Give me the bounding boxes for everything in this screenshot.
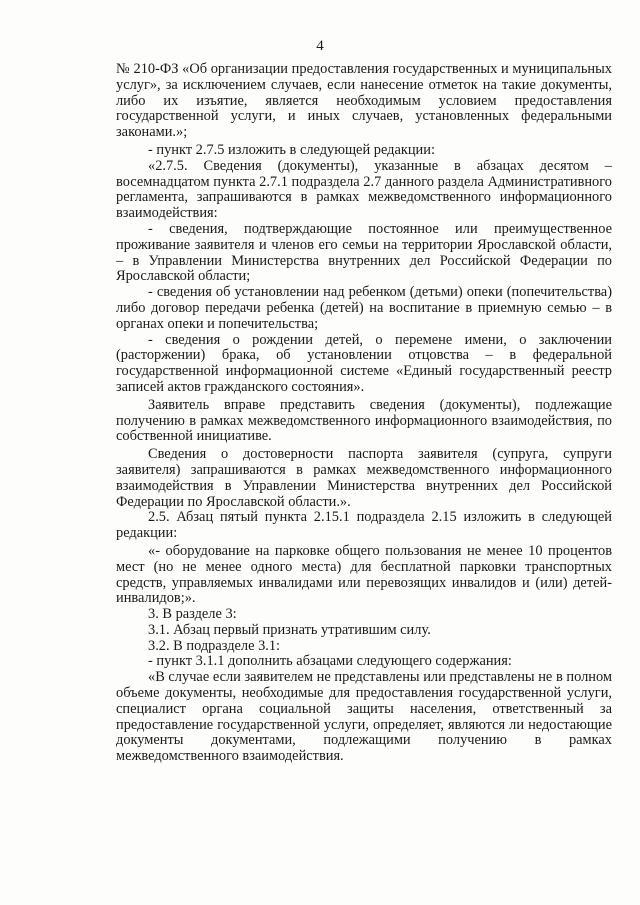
paragraph-item-3-1-1: - пункт 3.1.1 дополнить абзацами следующего содержания: <box>148 653 512 670</box>
page-number: 4 <box>316 38 324 54</box>
paragraph-applicant-right: Заявитель вправе представить сведения (документы), подлежащие получению в рамках межведомственного информационного взаимодействия, по собственной инициативе. <box>116 396 612 445</box>
paragraph-civil-registry-info: - сведения о рождении детей, о перемене имени, о заключении (расторжении) брака, об установлении отцовства – в федеральной государственной информационной системе «Единый государственный реестр записей актов гражданского состояния». <box>116 331 612 395</box>
document-body <box>116 62 612 765</box>
paragraph-item-3-1: 3.1. Абзац первый признать утратившим силу. <box>148 621 431 638</box>
paragraph-item-2-7-5-intro: - пункт 2.7.5 изложить в следующей редакции: <box>148 141 435 158</box>
paragraph-law-reference: № 210-ФЗ «Об организации предоставления государственных и муниципальных услуг», за исключением случаев, если нанесение отметок на такие документы, либо их изъятие, является необходимым условием предоставления государственной услуги, и иных случаев, установленных федеральными законами.»; <box>116 61 612 141</box>
paragraph-item-2-5: 2.5. Абзац пятый пункта 2.15.1 подраздела 2.15 изложить в следующей редакции: <box>116 509 612 542</box>
paragraph-guardianship-info: - сведения об установлении над ребенком (детьми) опеки (попечительства) либо договор передачи ребенка (детей) на воспитание в приемную семью – в органах опеки и попечительства; <box>116 284 612 332</box>
paragraph-passport-validity: Сведения о достоверности паспорта заявителя (супруга, супруги заявителя) запрашиваются в рамках межведомственного информационного взаимодействия в Управлении Министерства внутренних дел Российской Федерации по Ярославской области.». <box>116 446 612 510</box>
paragraph-residence-info: - сведения, подтверждающие постоянное или преимущественное проживание заявителя и членов его семьи на территории Ярославской области, – в Управлении Министерства внутренних дел Российской Федерации по Ярославской области; <box>116 220 612 285</box>
paragraph-item-2-7-5: «2.7.5. Сведения (документы), указанные в абзацах десятом – восемнадцатом пункта 2.7.1 подраздела 2.7 данного раздела Административного регламента, запрашиваются в рамках межведомственного информационного взаимодействия: <box>116 157 612 222</box>
paragraph-parking: «- оборудование на парковке общего пользования не менее 10 процентов мест (но не менее одного места) для бесплатной парковки транспортных средств, управляемых инвалидами или перевозящих инвалидов и (или) детей-инвалидов;». <box>116 542 612 607</box>
paragraph-missing-documents: «В случае если заявителем не представлены или представлены не в полном объеме документы, необходимые для предоставления государственной услуги, специалист органа социальной защиты населения, ответственный за предоставление государственной услуги, определяет, являются ли недостающие документы документами, подлежащими получению в рамках межведомственного взаимодействия. <box>116 669 612 765</box>
paragraph-item-3-2: 3.2. В подразделе 3.1: <box>148 637 281 654</box>
paragraph-section-3: 3. В разделе 3: <box>148 606 237 623</box>
